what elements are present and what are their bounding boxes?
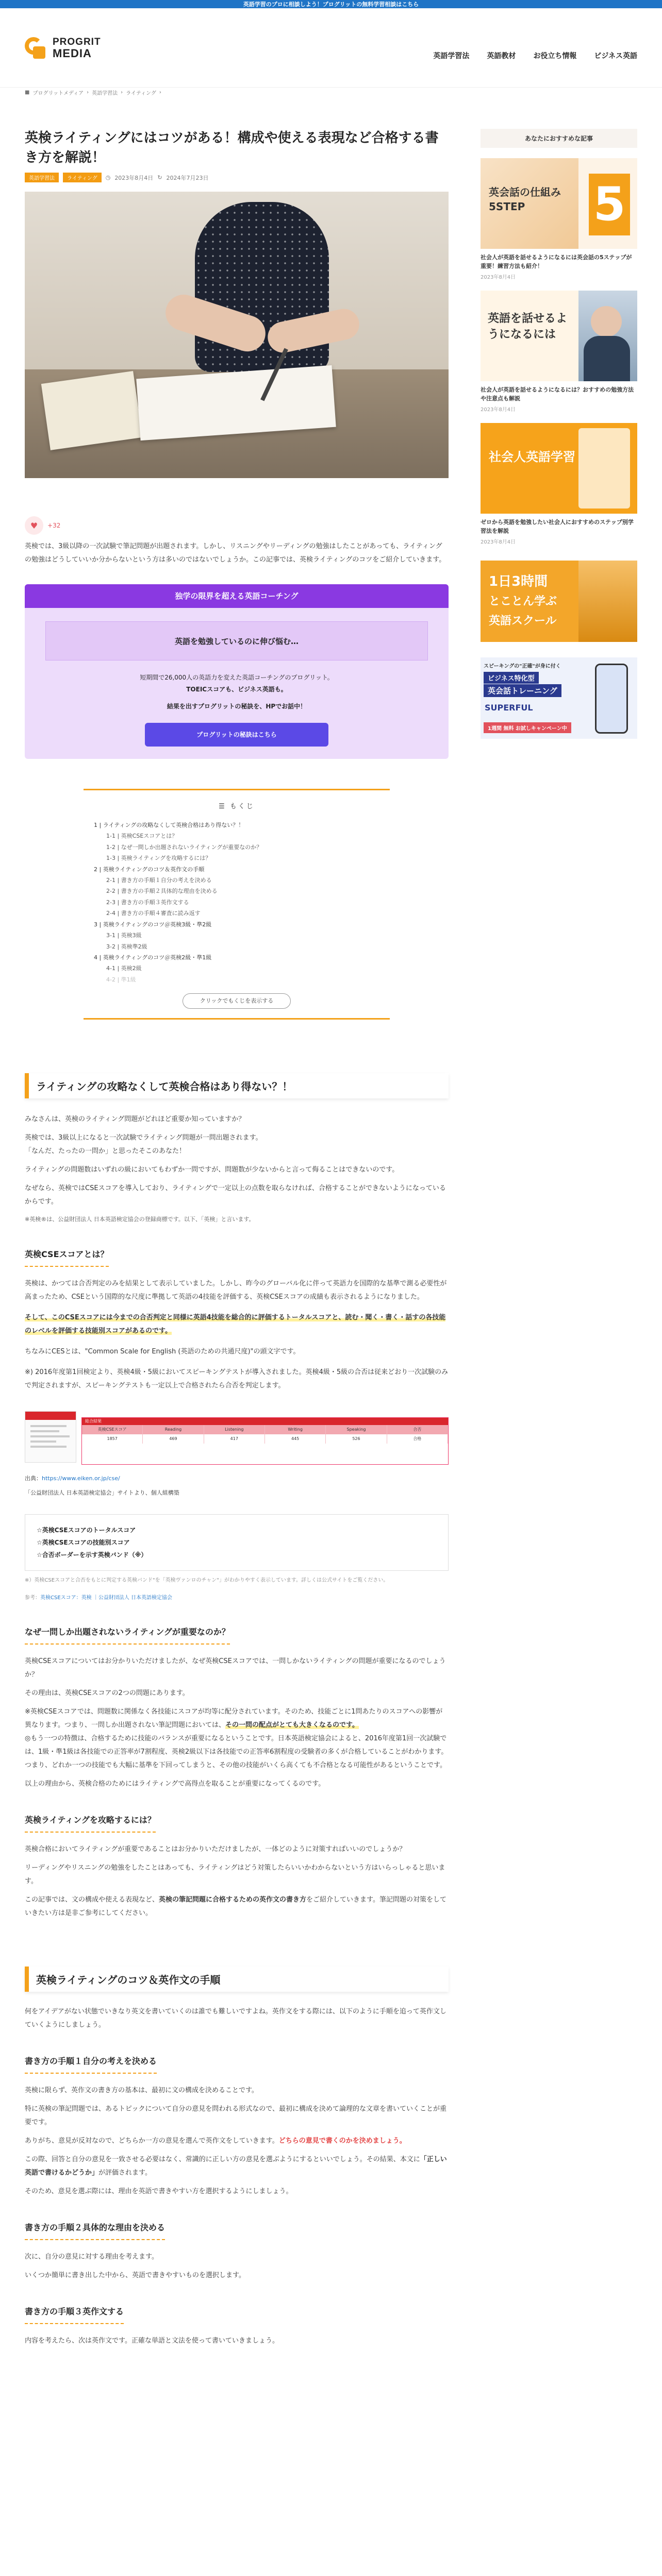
article-thumbnail-badge: 5 <box>589 174 630 235</box>
phone-image <box>595 664 628 734</box>
school-banner[interactable] <box>481 561 637 642</box>
breadcrumb-item-home[interactable]: プログリットメディア <box>32 91 84 96</box>
article-meta <box>25 173 449 182</box>
paragraph: ◎もう一つの特徴は、合格するために技能のバランスが重要になるということです。日本英語検定協会によると、2016年度第1回一次試験では、1級・準1級は各技能での正答率が7割程度、英検2級以下は各技能での正答率6割程度の受験者の多くが合格していることがわかります。つまり、どれか一つの技能でも大幅に基準を下回ってしまうと、その他の技能がいくら高くても不合格となる可能性があるということです。 <box>25 1735 448 1770</box>
paragraph: ※英検CSEスコアでは、問題数に関係なく各技能にスコアが均等に配分されています。そのため、技能ごとに1問あたりのスコアへの影響が異なります。つまり、一問しか出題されない筆記問題においては、その一問の配点がとても大きくなるのです。 <box>25 1708 443 1730</box>
section-heading-1: ライティングの攻略なくして英検合格はあり得ない？！ <box>25 1073 449 1098</box>
box-note: ※）英検CSEスコアと合否をもとに判定する英検バンド"を「英検ヴァンロのチャン"」がわかりやすく表示しています。詳しくは公式サイトをご覧ください。 <box>25 1578 389 1584</box>
banner-line: 1週間 無料 お試しキャンペーン中 <box>484 722 571 733</box>
score-col-header: Writing <box>265 1425 326 1434</box>
updated-date: 2024年7月23日 <box>166 174 209 181</box>
toc-item[interactable]: 4-2 | 準1級 <box>106 976 136 983</box>
breadcrumb-separator-icon: › <box>159 90 161 95</box>
toc-item[interactable]: 2-4 | 書き方の手順４審査に読み返す <box>106 910 201 917</box>
trademark-note: ※英検®は、公益財団法人 日本英語検定協会の登録商標です。以下、「英検」と言います。 <box>25 1216 255 1223</box>
summary-item: ☆英検CSEスコアの技能別スコア <box>37 1539 130 1547</box>
subsection-heading: 英検ライティングを攻略するには？ <box>25 1814 156 1833</box>
main-nav <box>433 50 637 61</box>
score-col-header: Listening <box>204 1425 265 1434</box>
recommended-article[interactable] <box>481 423 637 545</box>
coaching-cta <box>25 584 449 758</box>
paragraph: 内容を考えたら、次は英作文です。正確な単語と文法を使って書いていきましょう。 <box>25 2337 279 2345</box>
published-date: 2023年8月4日 <box>114 174 154 181</box>
like-area <box>25 516 449 535</box>
nav-item-business-english[interactable]: ビジネス英語 <box>594 52 637 60</box>
score-col-header: Reading <box>143 1425 204 1434</box>
banner-line: ビジネス特化型 <box>484 672 539 684</box>
article-thumbnail[interactable] <box>481 423 637 514</box>
score-value: 526 <box>326 1434 387 1444</box>
article-caption[interactable]: 社会人が英語を話せるようになるには英会話の5ステップが重要！練習方法も紹介！ <box>481 254 632 270</box>
breadcrumb <box>25 89 161 96</box>
breadcrumb-separator-icon: › <box>87 90 89 95</box>
score-value: 1857 <box>82 1434 143 1444</box>
hero-image <box>25 192 449 478</box>
sidebar <box>481 129 637 739</box>
toc-item[interactable]: 2-2 | 書き方の手順２具体的な理由を決める <box>106 888 218 895</box>
paragraph: いくつか簡単に書き出した中から、英語で書きやすいものを選択します。 <box>25 2272 245 2280</box>
banner-line: 英語スクール <box>489 615 557 628</box>
score-col-header: Speaking <box>326 1425 387 1434</box>
site-logo[interactable] <box>25 37 101 60</box>
score-report-figure <box>25 1411 448 1467</box>
recommended-article[interactable] <box>481 158 637 280</box>
paragraph: 「なんだ、たったの一問か」と思ったそこのあなた！ <box>25 1147 186 1156</box>
paragraph: そのため、意見を選ぶ際には、理由を英語で書きやすい方を選択するようにしましょう。 <box>25 2188 293 2196</box>
cta-text-3: 結果を出すプログリットの秘訣を、HPでお話中！ <box>167 702 307 710</box>
cta-button[interactable]: プログリットの秘訣はこちら <box>145 723 328 747</box>
toc-item[interactable]: 4-1 | 英検2級 <box>106 965 142 972</box>
toc-expand-button[interactable]: クリックでもくじを表示する <box>183 993 291 1009</box>
toc-item[interactable]: 1-3 | 英検ライティングを攻略するには？ <box>106 855 211 862</box>
logo-mark-icon <box>25 37 47 60</box>
subsection-heading: 英検CSEスコアとは？ <box>25 1248 109 1267</box>
toc-item[interactable]: 1-1 | 英検CSEスコアとは？ <box>106 833 178 840</box>
article-thumbnail-title: 英会話の仕組み5STEP <box>489 186 561 213</box>
article-caption[interactable]: 社会人が英語を話せるようになるには？おすすめの勉強方法や注意点も解説 <box>481 386 634 402</box>
breadcrumb-item-subcategory[interactable]: ライティング <box>126 91 156 96</box>
banner-line: スピーキングの"正確"が身に付く <box>484 664 561 670</box>
intro-paragraph: 英検では、3級以降の一次試験で筆記問題が出題されます。しかし、リスニングやリーディングの勉強はしたことがあっても、ライティングの勉強はどうしていいか分からないという方は多いのではないでしょうか。この記事では、英検ライティングのコツをご紹介していきます。 <box>25 543 446 564</box>
refresh-icon: ↻ <box>157 174 162 181</box>
subsection-heading: なぜ一問しか出題されないライティングが重要なのか？ <box>25 1625 230 1645</box>
logo-line1: PROGRIT <box>53 37 101 48</box>
toc-item[interactable]: 3-1 | 英検3級 <box>106 932 142 939</box>
list-icon: ☰ <box>219 802 230 810</box>
home-icon[interactable]: ■ <box>25 90 30 95</box>
summary-item: ☆英検CSEスコアのトータルスコア <box>37 1527 136 1534</box>
article-caption[interactable]: ゼロから英語を勉強したい社会人におすすめのステップ別学習法を解説 <box>481 519 634 535</box>
breadcrumb-item-category[interactable]: 英語学習法 <box>92 91 118 96</box>
logo-line2: MEDIA <box>53 47 92 60</box>
source-line: 出典：https://www.eiken.or.jp/cse/ <box>25 1475 120 1482</box>
article-main <box>25 129 449 2348</box>
paragraph: そして、このCSEスコアには今までの合否判定と同様に英語4技能を総合的に評価するトータルスコアと、読む・聞く・書く・話すの各技能のレベルを評価する技能別スコアがあるのです。 <box>25 1314 446 1335</box>
article-thumbnail-title: 英語を話せるようになるには <box>488 312 568 341</box>
article-title: 英検ライティングにはコツがある！構成や使える表現など合格する書き方を解説！ <box>25 130 439 165</box>
paragraph: リーディングやリスニングの勉強をしたことはあっても、ライティングはどう対策したらいいかわからないという方はいらっしゃると思います。 <box>25 1864 445 1886</box>
banner-line: 1日3時間 <box>489 574 548 590</box>
score-report-thumbnail <box>25 1411 76 1463</box>
site-header <box>0 8 662 88</box>
toc-item[interactable]: 2 | 英検ライティングのコツ＆英作文の手順 <box>94 866 205 873</box>
breadcrumb-separator-icon: › <box>121 90 123 95</box>
toc-item[interactable]: 4 | 英検ライティングのコツ＠英検2級・準1級 <box>94 954 212 961</box>
paragraph: ライティングの問題数はいずれの級においてもわずか一問ですが、問題数が少ないからと言って侮ることはできないのです。 <box>25 1166 399 1174</box>
paragraph: 英検合格においてライティングが重要であることはお分かりいただけましたが、一体どのように対策すればいいのでしょうか？ <box>25 1845 406 1854</box>
paragraph: 次に、自分の意見に対する理由を考えます。 <box>25 2253 158 2261</box>
source-credit: 「公益財団法人 日本英語検定協会」サイトより、個人組構築 <box>25 1489 179 1497</box>
reference-line: 参考：英検CSEスコア：英検 ｜公益財団法人 日本英語検定協会 <box>25 1595 173 1601</box>
toc-list <box>84 820 390 986</box>
toc-item[interactable]: 2-3 | 書き方の手順３英作文する <box>106 899 189 906</box>
toc-title: ☰ もくじ <box>219 802 255 810</box>
subsection-heading: 書き方の手順２具体的な理由を決める <box>25 2221 165 2240</box>
paragraph: 英検では、3級以上になると一次試験でライティング問題が一問出題されます。 <box>25 1134 262 1142</box>
clock-icon: ◷ <box>105 174 111 181</box>
subsection-heading: 書き方の手順１自分の考えを決める <box>25 2055 157 2074</box>
paragraph: ありがち、意見が反対なので、どちらか一方の意見を選んで英作文をしていきます。どちらの意見で書くのかを決めましょう。 <box>25 2137 406 2145</box>
paragraph: なぜなら、英検ではCSEスコアを導入しており、ライティングで一定以上の点数を取らなければ、合格することができないようになっているからです。 <box>25 1184 446 1206</box>
score-report-title: 総合結果 <box>82 1418 448 1425</box>
table-of-contents <box>84 789 390 1020</box>
reference-link[interactable]: 英検CSEスコア：英検 ｜公益財団法人 日本英語検定協会 <box>40 1595 173 1601</box>
article-date: 2023年8月4日 <box>481 275 516 281</box>
nav-item-materials[interactable]: 英語教材 <box>487 52 516 60</box>
paragraph: みなさんは、英検のライティング問題がどれほど重要か知っていますか？ <box>25 1115 245 1124</box>
paragraph: 特に英検の筆記問題では、あるトピックについて自分の意見を問われる形式なので、最初に構成を決めて論理的な文章を書いていくことが重要です。 <box>25 2105 446 2127</box>
top-banner[interactable] <box>0 0 662 8</box>
paragraph: この際、回答と自分の意見を一致させる必要はなく、常識的に正しい方の意見を選ぶようにするといいでしょう。その結果、本文に「正しい英語で書けるかどうか」が評価されます。 <box>25 2156 447 2177</box>
paragraph: 英検は、かつては合否判定のみを結果として表示していました。しかし、昨今のグローバル化に伴って英語力を国際的な基準で測る必要性が高まったため、CSEという国際的な尺度に準拠して英語の4技能を評価する、英検CSEスコアの成績も表示されるようになりました。 <box>25 1280 447 1301</box>
category-tag[interactable]: 英語学習法 <box>25 173 59 182</box>
article-date: 2023年8月4日 <box>481 539 516 546</box>
paragraph: この記事では、文の構成や使える表現など、英検の筆記問題に合格するための英作文の書き方をご紹介していきます。筆記問題の対策をしていきたい方は是非ご参考にしてください。 <box>25 1896 446 1918</box>
paragraph: 英検CSEスコアについてはお分かりいただけましたが、なぜ英検CSEスコアでは、一問しかないライティングの問題が重要になるのでしょうか？ <box>25 1657 446 1679</box>
score-report-table <box>81 1417 449 1465</box>
toc-item[interactable]: 1 | ライティングの攻略なくして英検合格はあり得ない？！ <box>94 821 244 828</box>
cta-text-2: TOEICスコアも、ビジネス英語も。 <box>186 686 287 693</box>
heart-icon[interactable]: ♥ <box>25 516 43 535</box>
banner-brand: SUPERFUL <box>485 703 533 713</box>
score-col-header: 合否 <box>387 1425 448 1434</box>
score-value: 469 <box>143 1434 204 1444</box>
score-value: 合格 <box>387 1434 448 1444</box>
toc-item[interactable]: 3 | 英検ライティングのコツ＠英検3級・準2級 <box>94 921 212 928</box>
subsection-heading: 書き方の手順３英作文する <box>25 2305 124 2324</box>
article-date: 2023年8月4日 <box>481 407 516 413</box>
cta-text-1: 短期間で26,000人の英語力を変えた英語コーチングのプログリット。 <box>140 674 334 682</box>
banner-line: 英会話トレーニング <box>484 684 561 697</box>
cta-question: 英語を勉強しているのに伸び悩む… <box>45 621 428 660</box>
score-value: 417 <box>204 1434 265 1444</box>
paragraph: その理由は、英検CSEスコアの2つの問題にあります。 <box>25 1689 189 1698</box>
summary-item: ☆合否ボーダーを示す英検バンド（※） <box>37 1551 147 1559</box>
like-count: +32 <box>47 522 61 530</box>
recommended-article[interactable] <box>481 291 637 413</box>
article-thumbnail[interactable] <box>481 291 637 381</box>
score-value: 445 <box>265 1434 326 1444</box>
article-thumbnail[interactable] <box>481 158 637 249</box>
cta-heading: 独学の限界を超える英語コーチング <box>25 584 449 608</box>
toc-item[interactable]: 2-1 | 書き方の手順１自分の考えを決める <box>106 876 212 884</box>
banner-line: とことん学ぶ <box>489 595 557 608</box>
section-heading-2: 英検ライティングのコツ＆英作文の手順 <box>25 1967 449 1992</box>
top-banner-text[interactable]: 英語学習のプロに相談しよう！プログリットの無料学習相談はこちら <box>243 1 419 8</box>
paragraph: 何をアイデアがない状態でいきなり英文を書いていくのは誰でも難しいですよね。英作文をする際には、以下のように手順を追って英作文していくようにしましょう。 <box>25 2008 446 2029</box>
source-link[interactable]: https://www.eiken.or.jp/cse/ <box>42 1475 120 1482</box>
toc-item[interactable]: 3-2 | 英検準2級 <box>106 943 147 950</box>
paragraph: 以上の理由から、英検合格のためにはライティングで高得点を取ることが重要になってくるのです。 <box>25 1780 325 1788</box>
nav-item-study-method[interactable]: 英語学習法 <box>433 52 470 60</box>
score-col-header: 英検CSEスコア <box>82 1425 143 1434</box>
paragraph: ※) 2016年度第1回検定より、英検4級・5級においてスピーキングテストが導入されました。英検4級・5級の合否は従来どおり一次試験のみで判定されますが、スピーキングテストも一定以上で合格されたら合否を判定します。 <box>25 1368 449 1390</box>
nav-item-useful-info[interactable]: お役立ち情報 <box>533 52 577 60</box>
paragraph: ちなみにCESとは、"Common Scale for English (英語のための共通尺度)"の頭文字です。 <box>25 1348 300 1356</box>
superful-banner[interactable] <box>481 657 637 739</box>
paragraph: 英検に限らず、英作文の書き方の基本は、最初に文の構成を決めることです。 <box>25 2087 258 2095</box>
article-thumbnail-title: 社会人英語学習 <box>489 450 575 465</box>
category-tag[interactable]: ライティング <box>63 173 102 182</box>
sidebar-title: あなたにおすすめな記事 <box>481 129 637 148</box>
toc-item[interactable]: 1-2 | なぜ一問しか出題されないライティングが重要なのか？ <box>106 843 262 851</box>
summary-box <box>25 1514 449 1571</box>
